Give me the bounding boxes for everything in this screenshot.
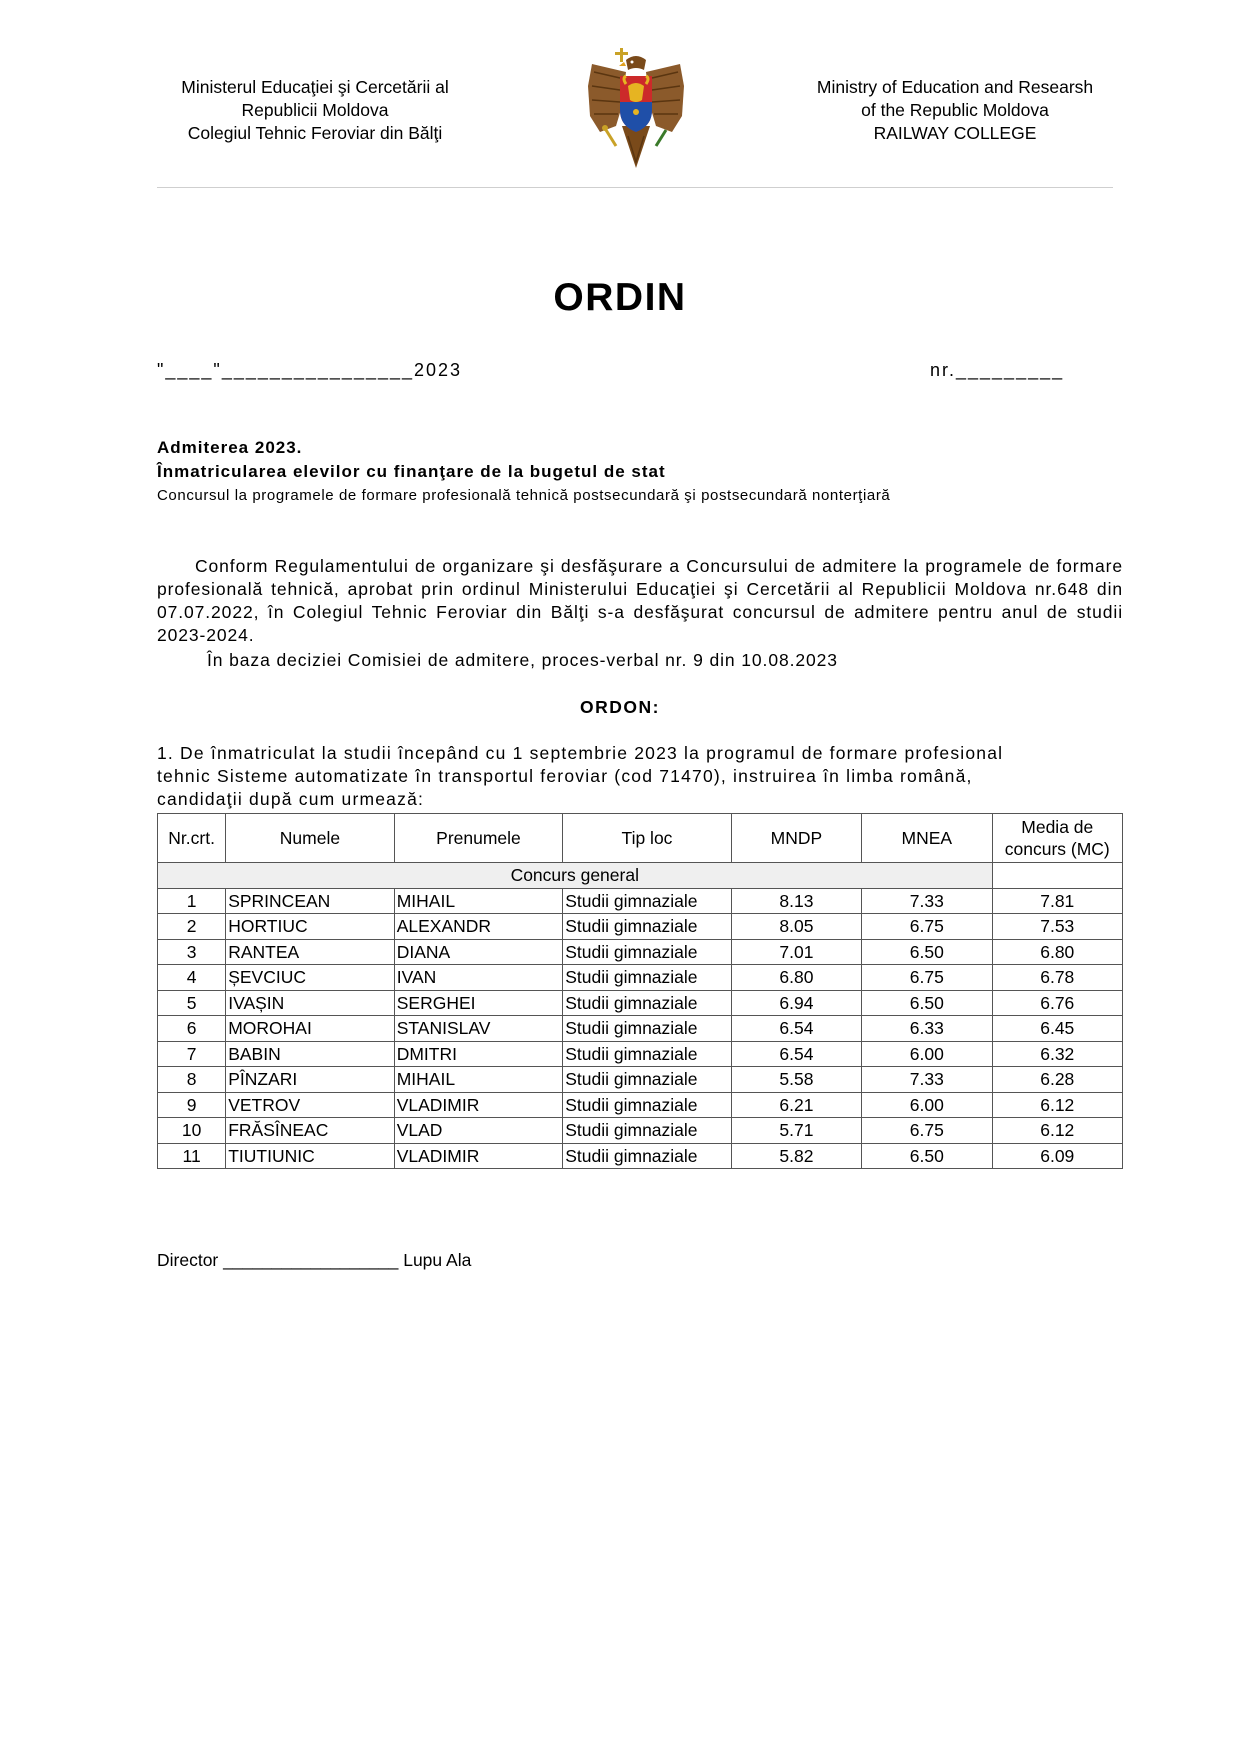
table-cell: MIHAIL: [394, 888, 563, 914]
header-right-line: of the Republic Moldova: [861, 100, 1049, 120]
table-cell: BABIN: [226, 1041, 395, 1067]
table-cell: 2: [158, 914, 226, 940]
table-cell: PÎNZARI: [226, 1067, 395, 1093]
table-cell: 11: [158, 1143, 226, 1169]
order-item-1-line: tehnic Sisteme automatizate în transportul feroviar (cod 71470), instruirea în limba română,: [157, 766, 973, 786]
table-cell: VETROV: [226, 1092, 395, 1118]
order-item-1: [157, 742, 1123, 811]
table-row: [158, 965, 1123, 991]
signature-block: [157, 1250, 471, 1271]
table-cell: SERGHEI: [394, 990, 563, 1016]
table-cell: Studii gimnaziale: [563, 990, 732, 1016]
table-row: [158, 1143, 1123, 1169]
table-header-cell: Numele: [226, 814, 395, 863]
table-cell: DIANA: [394, 939, 563, 965]
table-cell: 5.58: [731, 1067, 861, 1093]
table-cell: 8: [158, 1067, 226, 1093]
table-cell: Studii gimnaziale: [563, 1016, 732, 1042]
table-cell: 6.32: [992, 1041, 1122, 1067]
table-cell: VLADIMIR: [394, 1092, 563, 1118]
document-title: ORDIN: [553, 276, 687, 319]
paragraph-2: În baza deciziei Comisiei de admitere, proces-verbal nr. 9 din 10.08.2023: [207, 650, 838, 670]
table-cell: 4: [158, 965, 226, 991]
table-header-cell: Nr.crt.: [158, 814, 226, 863]
table-cell: Studii gimnaziale: [563, 1118, 732, 1144]
header-left-line: Republicii Moldova: [241, 100, 389, 120]
section-label: Concurs general: [158, 863, 993, 889]
table-cell: ALEXANDR: [394, 914, 563, 940]
table-cell: 6.00: [862, 1092, 992, 1118]
table-section-row: [158, 863, 1123, 889]
table-cell: 7.33: [862, 888, 992, 914]
table-cell: 6.50: [862, 1143, 992, 1169]
table-row: [158, 1041, 1123, 1067]
table-cell: 6.12: [992, 1118, 1122, 1144]
subject-line-2: Înmatricularea elevilor cu finanţare de la bugetul de stat: [157, 462, 666, 481]
table-cell: 9: [158, 1092, 226, 1118]
table-cell: 1: [158, 888, 226, 914]
table-cell: 3: [158, 939, 226, 965]
admission-table: [157, 813, 1123, 1169]
table-cell: 6.75: [862, 914, 992, 940]
table-cell: 6.28: [992, 1067, 1122, 1093]
table-cell: 6.54: [731, 1016, 861, 1042]
header-left: [150, 76, 480, 145]
table-row: [158, 1092, 1123, 1118]
table-cell: 6.12: [992, 1092, 1122, 1118]
table-cell: MIHAIL: [394, 1067, 563, 1093]
table-cell: 6.80: [992, 939, 1122, 965]
table-header-cell: MNEA: [862, 814, 992, 863]
table-cell: 6.09: [992, 1143, 1122, 1169]
header-left-line: Ministerul Educaţiei şi Cercetării al: [181, 77, 449, 97]
header-right: [790, 76, 1120, 145]
table-cell: 6.80: [731, 965, 861, 991]
table-cell: 7: [158, 1041, 226, 1067]
table-cell: VLADIMIR: [394, 1143, 563, 1169]
table-cell: FRĂSÎNEAC: [226, 1118, 395, 1144]
table-cell: 7.33: [862, 1067, 992, 1093]
table-cell: IVAN: [394, 965, 563, 991]
table-cell: Studii gimnaziale: [563, 965, 732, 991]
table-row: [158, 1016, 1123, 1042]
coat-of-arms-moldova-icon: [586, 46, 686, 170]
table-header-cell: Media de concurs (MC): [992, 814, 1122, 863]
header-right-line: RAILWAY COLLEGE: [873, 123, 1037, 143]
table-row: [158, 914, 1123, 940]
table-cell: TIUTIUNIC: [226, 1143, 395, 1169]
table-cell: 8.05: [731, 914, 861, 940]
table-header-cell: Prenumele: [394, 814, 563, 863]
table-row: [158, 990, 1123, 1016]
table-cell: 6.45: [992, 1016, 1122, 1042]
table-cell: IVAȘIN: [226, 990, 395, 1016]
table-row: [158, 939, 1123, 965]
subject-line-3: Concursul la programele de formare profesională tehnică postsecundară şi postsecundară nonterţiară: [157, 487, 891, 504]
table-cell: STANISLAV: [394, 1016, 563, 1042]
table-header-row: [158, 814, 1123, 863]
table-cell: Studii gimnaziale: [563, 1041, 732, 1067]
table-cell: MOROHAI: [226, 1016, 395, 1042]
table-cell: 7.01: [731, 939, 861, 965]
subject-line-1: Admiterea 2023.: [157, 438, 303, 457]
header-divider: [157, 187, 1113, 188]
table-cell: Studii gimnaziale: [563, 914, 732, 940]
table-cell: 6.78: [992, 965, 1122, 991]
number-line: nr._________: [930, 360, 1065, 380]
table-cell: 5.82: [731, 1143, 861, 1169]
table-cell: 6.50: [862, 990, 992, 1016]
table-cell: 6.54: [731, 1041, 861, 1067]
table-cell: 6.75: [862, 1118, 992, 1144]
date-line: "____"________________2023: [157, 360, 463, 380]
table-cell: 6.21: [731, 1092, 861, 1118]
table-cell: 7.81: [992, 888, 1122, 914]
table-cell: 6.94: [731, 990, 861, 1016]
table-row: [158, 1118, 1123, 1144]
table-cell: Studii gimnaziale: [563, 1092, 732, 1118]
table-cell: Studii gimnaziale: [563, 1143, 732, 1169]
table-cell: [992, 863, 1122, 889]
signature-name: Lupu Ala: [403, 1250, 472, 1270]
table-cell: RANTEA: [226, 939, 395, 965]
table-cell: ȘEVCIUC: [226, 965, 395, 991]
table-cell: Studii gimnaziale: [563, 939, 732, 965]
signature-line: __________________: [223, 1250, 399, 1270]
table-cell: 6.33: [862, 1016, 992, 1042]
paragraph-1-text: Conform Regulamentului de organizare şi desfăşurare a Concursului de admitere la programele de formare profesională tehnică, aprobat prin ordinul Ministerului Educaţiei şi Cercetării al Republicii Moldova nr.648 din 07.07.2022, în Colegiul Tehnic Feroviar din Bălţi s-a desfăşurat concursul de admitere pentru anul de studii 2023-2024.: [157, 556, 1123, 645]
header-right-line: Ministry of Education and Researsh: [816, 77, 1094, 97]
table-cell: VLAD: [394, 1118, 563, 1144]
order-item-1-line: 1. De înmatriculat la studii începând cu 1 septembrie 2023 la programul de formare profesional: [157, 743, 1004, 763]
header-left-line: Colegiul Tehnic Feroviar din Bălţi: [187, 123, 443, 143]
order-item-1-line: candidaţii după cum urmează:: [157, 789, 425, 809]
table-cell: 6.50: [862, 939, 992, 965]
table-cell: 6.00: [862, 1041, 992, 1067]
table-row: [158, 888, 1123, 914]
table-cell: 6.76: [992, 990, 1122, 1016]
table-cell: 8.13: [731, 888, 861, 914]
paragraph-1: [157, 555, 1123, 647]
table-cell: 6: [158, 1016, 226, 1042]
table-cell: HORTIUC: [226, 914, 395, 940]
table-row: [158, 1067, 1123, 1093]
table-cell: 7.53: [992, 914, 1122, 940]
table-cell: 5: [158, 990, 226, 1016]
signature-role: Director: [157, 1250, 219, 1270]
table-cell: DMITRI: [394, 1041, 563, 1067]
table-header-cell: Tip loc: [563, 814, 732, 863]
table-cell: 5.71: [731, 1118, 861, 1144]
ordon-heading: ORDON:: [580, 697, 660, 717]
table-cell: Studii gimnaziale: [563, 888, 732, 914]
table-cell: 6.75: [862, 965, 992, 991]
table-cell: Studii gimnaziale: [563, 1067, 732, 1093]
table-cell: SPRINCEAN: [226, 888, 395, 914]
table-cell: 10: [158, 1118, 226, 1144]
table-header-cell: MNDP: [731, 814, 861, 863]
